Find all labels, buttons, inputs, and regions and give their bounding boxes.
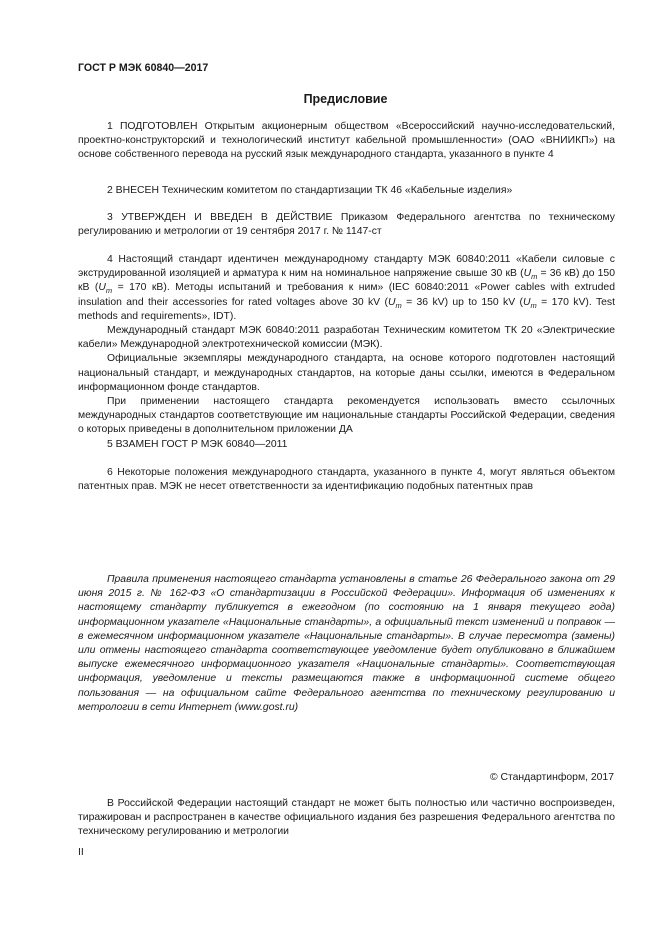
voltage-symbol: U <box>387 296 396 308</box>
item-4-part-e: = 170 kV). Test methods and requirements», IDT). <box>78 296 615 322</box>
voltage-subscript: m <box>395 300 402 310</box>
item-2 <box>78 184 615 198</box>
item-5 <box>78 438 615 452</box>
document-code: ГОСТ Р МЭК 60840—2017 <box>78 62 209 74</box>
item-1-text: 1 ПОДГОТОВЛЕН Открытым акционерным обществом «Всероссийский научно-исследовательский, проектно-конструкторский и технологический институт кабельной промышленности» (ОАО «ВНИИКП») на основе собственного перевода на русский язык международного стандарта, указанного в пункте 4 <box>78 121 615 161</box>
page-title: Предисловие <box>303 92 388 106</box>
item-4-national-standards: При применении настоящего стандарта рекомендуется использовать вместо ссылочных международных стандартов соответствующие им национальные стандарты Российской Федерации, сведения о которых приведены в дополнительном приложении ДА <box>78 396 615 436</box>
page-number: II <box>78 847 84 858</box>
item-6-text: 6 Некоторые положения международного стандарта, указанного в пункте 4, могут являться объектом патентных прав. МЭК не несет ответственности за идентификацию подобных патентных прав <box>78 467 615 493</box>
item-5-text: 5 ВЗАМЕН ГОСТ Р МЭК 60840—2011 <box>107 439 288 450</box>
item-6 <box>78 466 615 494</box>
voltage-symbol: U <box>523 296 531 308</box>
reproduction-notice-text: В Российской Федерации настоящий стандарт не может быть полностью или частично воспроизведен, тиражирован и распространен в качестве официального издания без разрешения Федерального агентства по техническому регулированию и метрологии <box>78 798 615 838</box>
voltage-symbol: U <box>98 282 106 294</box>
item-4-part-b: = 36 кВ) до 150 кВ ( <box>78 268 615 294</box>
voltage-subscript: m <box>105 286 113 296</box>
rules-note <box>78 573 615 715</box>
item-2-text: 2 ВНЕСЕН Техническим комитетом по стандартизации ТК 46 «Кабельные изделия» <box>107 185 513 196</box>
voltage-subscript: m <box>531 272 538 282</box>
voltage-subscript: m <box>530 300 537 310</box>
item-4-part-d: = 36 kV) up to 150 kV ( <box>401 296 524 308</box>
reproduction-notice <box>78 797 615 840</box>
item-4-part-c: = 170 кВ). Методы испытаний и требования к ним» (IEC 60840:2011 «Power cables with extruded insulation and their accessories for rated voltages above 30 kV ( <box>78 282 615 308</box>
item-4-iec-note: Международный стандарт МЭК 60840:2011 разработан Техническим комитетом ТК 20 «Электрические кабели» Международной электротехнической комиссии (МЭК). <box>78 325 615 351</box>
item-4 <box>78 253 615 438</box>
item-4-part-a: 4 Настоящий стандарт идентичен международному стандарту МЭК 60840:2011 «Кабели силовые с экструдированной изоляцией и арматура к ним на номинальное напряжение свыше 30 кВ ( <box>78 254 615 280</box>
rules-note-text: Правила применения настоящего стандарта установлены в статье 26 Федерального закона от 29 июня 2015 г. № 162-ФЗ «О стандартизации в Российской Федерации». Информация об изменениях к настоящему стандарту публикуется в ежегодном (по состоянию на 1 января текущего года) информационном указателе «Национальные стандарты», а официальный текст изменений и поправок — в ежемесячном информационном указателе «Национальные стандарты». В случае пересмотра (замены) или отмены настоящего стандарта соответствующее уведомление будет опубликовано в ближайшем выпуске ежемесячного информационного указателя «Национальные стандарты». Соответствующая информация, уведомление и тексты размещаются также в информационной системе общего пользования — на официальном сайте Федерального агентства по техническому регулированию и метрологии в сети Интернет (www.gost.ru) <box>78 574 615 713</box>
item-4-official-copies: Официальные экземпляры международного стандарта, на основе которого подготовлен настоящий национальный стандарт, и международных стандартов, на которые даны ссылки, имеются в Федеральном информационном фонде стандартов. <box>78 353 615 393</box>
item-1 <box>78 120 615 163</box>
voltage-symbol: U <box>523 268 532 280</box>
copyright: © Стандартинформ, 2017 <box>489 772 614 783</box>
item-3-text: 3 УТВЕРЖДЕН И ВВЕДЕН В ДЕЙСТВИЕ Приказом Федерального агентства по техническому регулированию и метрологии от 19 сентября 2017 г. № 1147-ст <box>78 212 615 238</box>
item-3 <box>78 211 615 239</box>
item-4-text <box>78 253 615 324</box>
